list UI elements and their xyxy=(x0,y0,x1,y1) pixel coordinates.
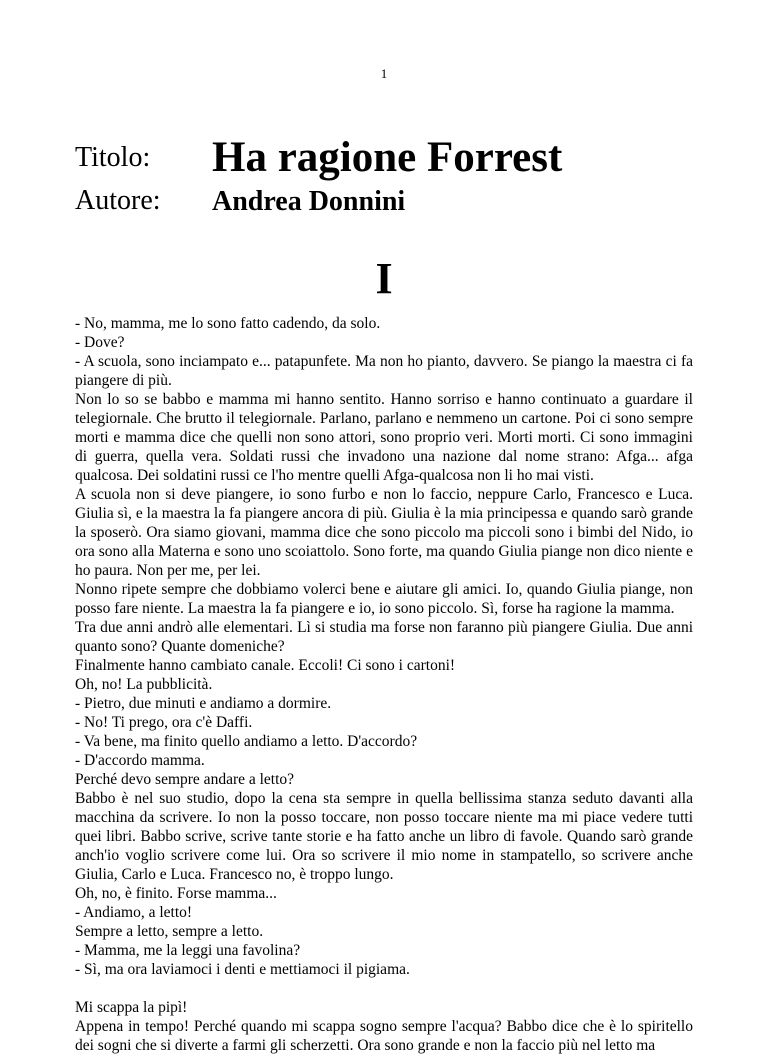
paragraph: - Andiamo, a letto! xyxy=(75,904,193,921)
paragraph: Sempre a letto, sempre a letto. xyxy=(75,923,264,940)
section-gap xyxy=(75,979,693,998)
paragraph: - Dove? xyxy=(75,334,125,351)
paragraph: - Va bene, ma finito quello andiamo a letto. D'accordo? xyxy=(75,733,418,750)
paragraph: Babbo è nel suo studio, dopo la cena sta sempre in quella bellissima stanza seduto davanti alla macchina da scrivere. Io non la posso toccare, non posso toccare niente ma mi piace vedere tutti quei libri. Babbo scrive, scrive tante storie e ha fatto anche un libro di favole. Quando sarò grande anch'io voglio scrivere come lui. Ora so scrivere il mio nome in stampatello, so scrivere anche Giulia, Carlo e Luca. Francesco no, è troppo lungo. xyxy=(75,790,693,883)
chapter-heading: I xyxy=(375,254,393,303)
paragraph: Mi scappa la pipì! xyxy=(75,999,188,1016)
paragraph: - No, mamma, me lo sono fatto cadendo, da solo. xyxy=(75,315,381,332)
paragraph: - No! Ti prego, ora c'è Daffi. xyxy=(75,714,253,731)
paragraph: Appena in tempo! Perché quando mi scappa sogno sempre l'acqua? Babbo dice che è lo spiritello dei sogni che si diverte a farmi gli scherzetti. Ora sono grande e non la faccio più nel letto ma xyxy=(75,1018,693,1054)
paragraph: Nonno ripete sempre che dobbiamo volerci bene e aiutare gli amici. Io, quando Giulia piange, non posso fare niente. La maestra la fa piangere e io, io sono piccolo. Sì, forse ha ragione la mamma. xyxy=(75,581,693,617)
paragraph: Tra due anni andrò alle elementari. Lì si studia ma forse non faranno più piangere Giulia. Due anni quanto sono? Quante domeniche? xyxy=(75,619,693,655)
paragraph: A scuola non si deve piangere, io sono furbo e non lo faccio, neppure Carlo, Francesco e Luca. Giulia sì, e la maestra la fa piangere ancora di più. Giulia è la mia principessa e quando sarò grande la sposerò. Ora siamo giovani, mamma dice che sono piccolo ma piccoli sono i bimbi del Nido, io ora sono alla Materna e sono uno scoiattolo. Sono forte, ma quando Giulia piange non dico niente e ho paura. Non per me, per lei. xyxy=(75,486,693,579)
body-text xyxy=(75,314,693,1055)
paragraph: - Sì, ma ora laviamoci i denti e mettiamoci il pigiama. xyxy=(75,961,410,978)
book-title: Ha ragione Forrest xyxy=(212,134,563,181)
page-number: 1 xyxy=(380,66,388,81)
paragraph: Perché devo sempre andare a letto? xyxy=(75,771,295,788)
author-label: Autore: xyxy=(75,185,161,216)
paragraph: - Mamma, me la leggi una favolina? xyxy=(75,942,301,959)
paragraph: Non lo so se babbo e mamma mi hanno sentito. Hanno sorriso e hanno continuato a guardare il telegiornale. Che brutto il telegiornale. Parlano, parlano e nemmeno un cartone. Poi ci sono sempre morti e mamma dice che quelli non sono attori, sono proprio veri. Morti morti. Ci sono immagini di guerra, quella vera. Soldati russi che invadono una nazione dal nome strano: Afga... afga qualcosa. Dei soldatini russi ce l'ho mentre quelli Afga-qualcosa non li ho mai visti. xyxy=(75,391,693,484)
paragraph: Oh, no, è finito. Forse mamma... xyxy=(75,885,277,902)
paragraph: Finalmente hanno cambiato canale. Eccoli! Ci sono i cartoni! xyxy=(75,657,456,674)
author-name: Andrea Donnini xyxy=(212,186,406,217)
paragraph: - D'accordo mamma. xyxy=(75,752,205,769)
paragraph: - A scuola, sono inciampato e... patapunfete. Ma non ho pianto, davvero. Se piango la maestra ci fa piangere di più. xyxy=(75,353,693,389)
paragraph: Oh, no! La pubblicità. xyxy=(75,676,213,693)
paragraph: - Pietro, due minuti e andiamo a dormire. xyxy=(75,695,332,712)
title-label: Titolo: xyxy=(75,142,151,173)
